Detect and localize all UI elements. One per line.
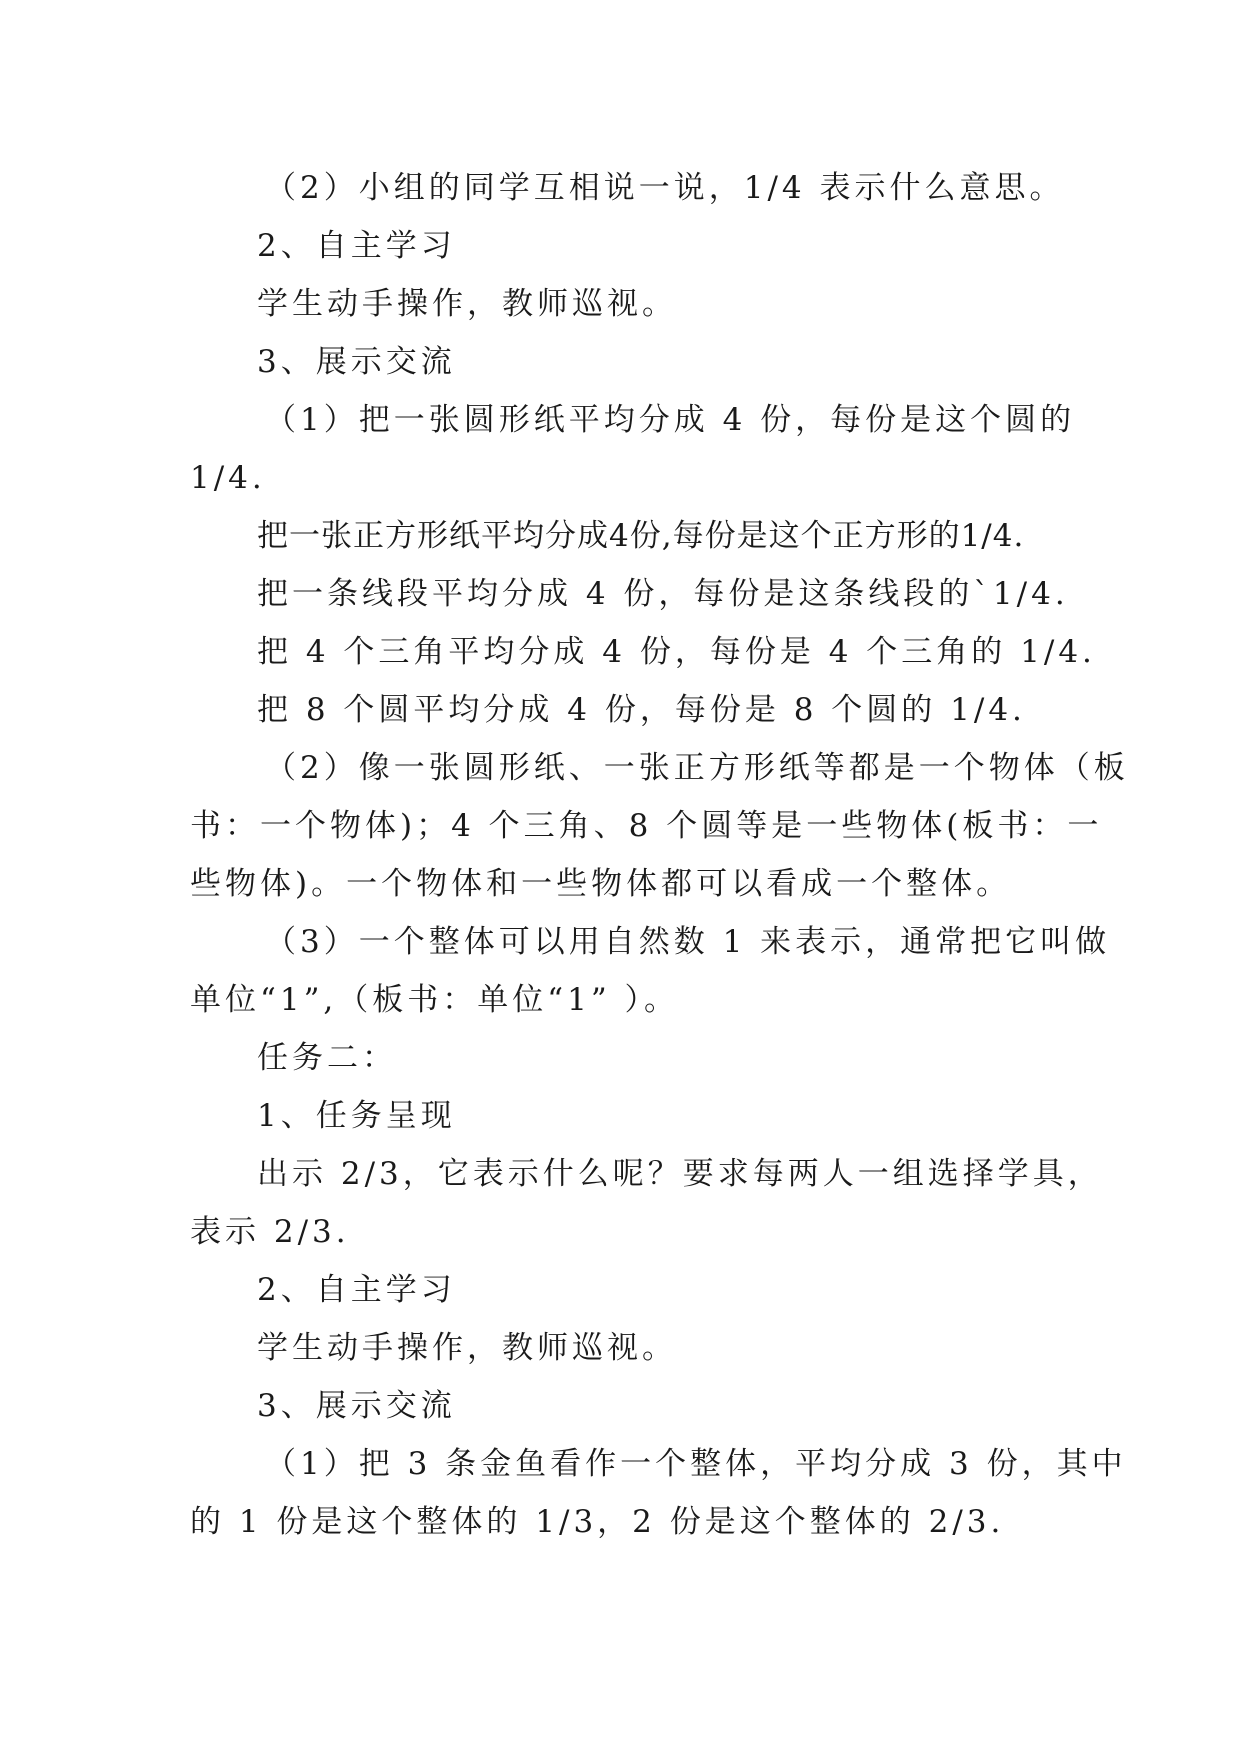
- paragraph-line: 单位“1”,（板书：单位“1” ）。: [190, 982, 680, 1018]
- paragraph-line: （2）小组的同学互相说一说，1/4 表示什么意思。: [265, 170, 1065, 206]
- section-heading: 3、展示交流: [257, 344, 456, 380]
- paragraph-line: 出示 2/3，它表示什么呢？要求每两人一组选择学具，: [257, 1156, 1103, 1192]
- paragraph-line: 把 4 个三角平均分成 4 份，每份是 4 个三角的 1/4.: [257, 634, 1096, 670]
- paragraph-line: 把一张正方形纸平均分成4份,每份是这个正方形的1/4.: [257, 518, 1025, 554]
- paragraph-line: 1/4.: [190, 460, 266, 496]
- paragraph-line: （2）像一张圆形纸、一张正方形纸等都是一个物体（板: [265, 750, 1129, 786]
- section-heading: 2、自主学习: [257, 1272, 456, 1308]
- section-heading: 1、任务呈现: [257, 1098, 456, 1134]
- paragraph-line: 把 8 个圆平均分成 4 份，每份是 8 个圆的 1/4.: [257, 692, 1026, 728]
- section-heading: 任务二：: [257, 1040, 397, 1076]
- paragraph-line: 书：一个物体)；4 个三角、8 个圆等是一些物体(板书：一: [190, 808, 1103, 844]
- paragraph-line: 些物体)。一个物体和一些物体都可以看成一个整体。: [190, 866, 1012, 902]
- paragraph-line: 学生动手操作，教师巡视。: [257, 286, 677, 322]
- paragraph-line: 学生动手操作，教师巡视。: [257, 1330, 677, 1366]
- paragraph-line: 的 1 份是这个整体的 1/3，2 份是这个整体的 2/3.: [190, 1504, 1005, 1540]
- paragraph-line: 表示 2/3.: [190, 1214, 350, 1250]
- paragraph-line: （1）把 3 条金鱼看作一个整体，平均分成 3 份，其中: [265, 1446, 1127, 1482]
- section-heading: 3、展示交流: [257, 1388, 456, 1424]
- paragraph-line: （3）一个整体可以用自然数 1 来表示，通常把它叫做: [265, 924, 1111, 960]
- section-heading: 2、自主学习: [257, 228, 456, 264]
- paragraph-line: （1）把一张圆形纸平均分成 4 份，每份是这个圆的: [265, 402, 1076, 438]
- paragraph-line: 把一条线段平均分成 4 份，每份是这条线段的`1/4.: [257, 576, 1069, 612]
